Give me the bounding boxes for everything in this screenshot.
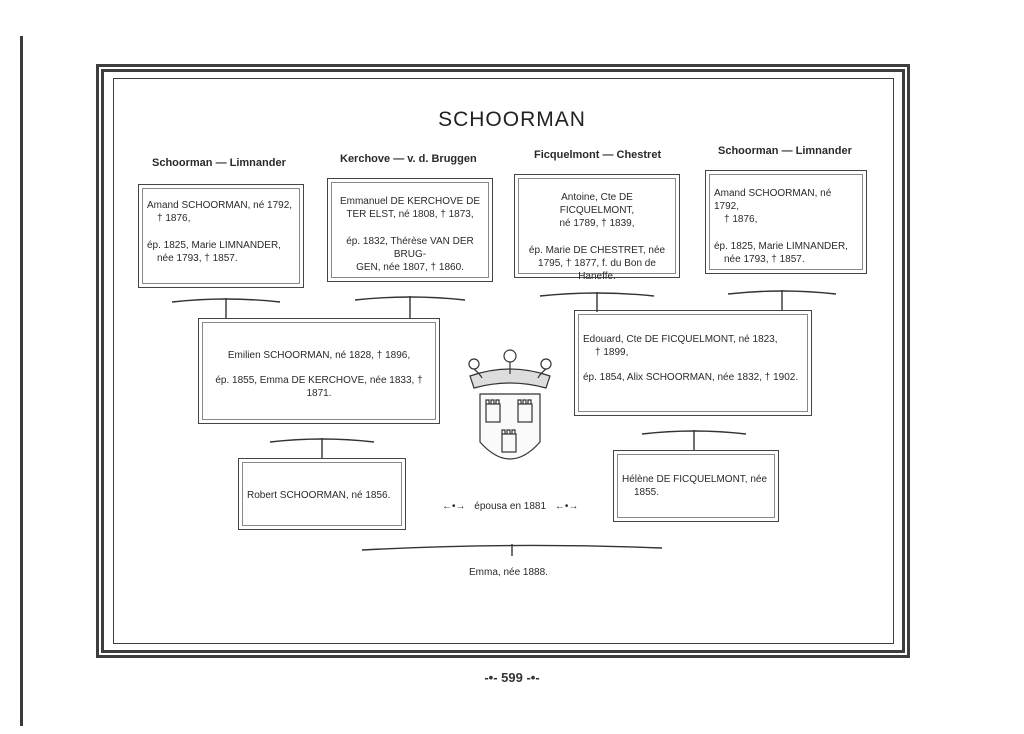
child-box-1 — [238, 458, 406, 530]
page-number: -•- 599 -•- — [484, 670, 540, 685]
column-heading-4: Schoorman — Limnander — [718, 145, 852, 157]
parents-box-1 — [198, 318, 440, 424]
child-1-line-1: Robert SCHOORMAN, né 1856. — [247, 490, 391, 501]
ornament-icon: ←•→ — [554, 501, 579, 512]
parents-2-line-1: Edouard, Cte DE FICQUELMONT, né 1823, — [583, 334, 778, 345]
child-2-line-2: 1855. — [634, 487, 660, 498]
parents-box-2 — [574, 310, 812, 416]
column-heading-2: Kerchove — v. d. Bruggen — [340, 153, 477, 165]
child-2-line-1: Hélène DE FICQUELMONT, née — [622, 474, 768, 485]
parents-2-line-2: † 1899, — [595, 347, 629, 358]
ancestor-3-line-2: né 1789, † 1839, — [559, 218, 635, 229]
parents-1-line-2: ép. 1855, Emma DE KERCHOVE, née 1833, † 1871. — [215, 375, 423, 399]
ancestor-4-line-4: née 1793, † 1857. — [724, 254, 805, 265]
column-heading-3: Ficquelmont — Chestret — [534, 149, 662, 161]
ancestor-2-line-4: GEN, née 1807, † 1860. — [356, 262, 464, 273]
ancestor-1-line-2: † 1876, — [157, 213, 191, 224]
parents-2-line-3: ép. 1854, Alix SCHOORMAN, née 1832, † 1902. — [583, 372, 799, 383]
ancestor-4-line-1: Amand SCHOORMAN, né 1792, — [714, 188, 832, 212]
ancestor-4-line-2: † 1876, — [724, 214, 758, 225]
ancestor-3-line-4: 1795, † 1877, f. du Bon de Haneffe. — [538, 258, 656, 282]
parents-1-line-1: Emilien SCHOORMAN, né 1828, † 1896, — [227, 350, 411, 361]
child-box-2 — [613, 450, 779, 522]
ancestor-3-line-1: Antoine, Cte DE FICQUELMONT, — [559, 192, 635, 216]
ancestor-2-line-2: TER ELST, né 1808, † 1873, — [346, 209, 474, 220]
page-title: SCHOORMAN — [438, 108, 586, 131]
ancestor-2-line-3: ép. 1832, Thérèse VAN DER BRUG- — [346, 236, 474, 260]
ancestor-2-line-1: Emmanuel DE KERCHOVE DE — [339, 196, 481, 207]
ancestor-1-line-3: ép. 1825, Marie LIMNANDER, — [147, 240, 281, 251]
grandchild-entry: Emma, née 1888. — [469, 567, 548, 578]
coat-of-arms-icon — [460, 344, 560, 484]
ornament-icon: ←•→ — [442, 501, 466, 512]
marriage-caption: ←•→ épousa en 1881 ←•→ — [442, 501, 579, 512]
column-heading-1: Schoorman — Limnander — [152, 157, 286, 169]
ancestor-4-line-3: ép. 1825, Marie LIMNANDER, — [714, 241, 848, 252]
ancestor-1-line-1: Amand SCHOORMAN, né 1792, — [147, 200, 293, 211]
ancestor-3-line-3: ép. Marie DE CHESTRET, née — [528, 245, 666, 256]
ancestor-1-line-4: née 1793, † 1857. — [157, 253, 238, 264]
